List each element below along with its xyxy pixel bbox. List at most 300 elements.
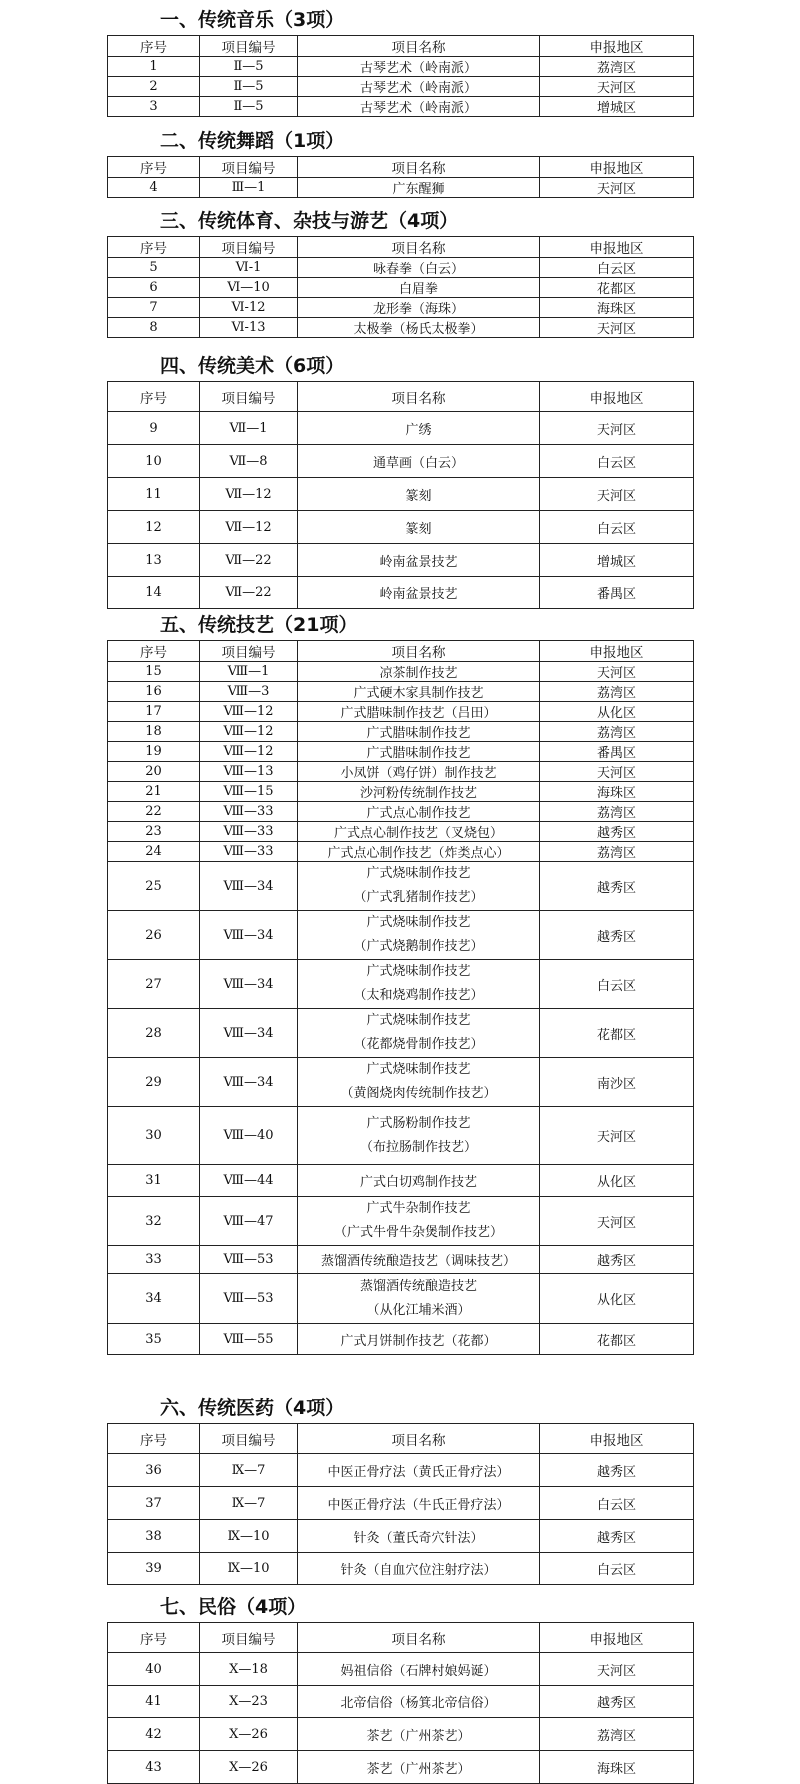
item-name-line: （布拉肠制作技艺） (359, 1139, 477, 1155)
col-code-cell: Ⅷ—34 (200, 1058, 298, 1107)
col-name-cell (298, 1454, 540, 1487)
col-name-cell (298, 960, 540, 1009)
item-name-line: 沙河粉传统制作技艺 (359, 786, 477, 801)
item-name-line: （广式烧鹅制作技艺） (353, 939, 484, 954)
table-row (108, 1520, 694, 1553)
header-col-serial: 序号 (108, 157, 200, 178)
col-code-cell: Ⅸ—7 (200, 1454, 298, 1487)
col-serial-cell: 15 (108, 662, 200, 682)
item-name-line: 小凤饼（鸡仔饼）制作技艺 (340, 766, 497, 781)
table-header-row (108, 237, 694, 258)
col-serial-cell: 38 (108, 1520, 200, 1553)
col-code-cell: Ⅷ—53 (200, 1246, 298, 1274)
item-name-line: 广式烧味制作技艺 (366, 1013, 471, 1028)
table-row (108, 1751, 694, 1784)
table-row (108, 802, 694, 822)
col-area-cell: 荔湾区 (540, 842, 694, 862)
header-col-area: 申报地区 (540, 157, 694, 178)
item-name-line: 岭南盆景技艺 (379, 587, 458, 602)
table-row (108, 1686, 694, 1718)
item-name-line: 中医正骨疗法（黄氏正骨疗法） (327, 1464, 510, 1480)
header-col-serial: 序号 (108, 1623, 200, 1653)
header-col-name: 项目名称 (298, 1424, 540, 1454)
col-code-cell: Ⅷ—44 (200, 1165, 298, 1197)
table-row (108, 478, 694, 511)
table-row (108, 57, 694, 77)
table-header-row (108, 1424, 694, 1454)
header-col-area: 申报地区 (540, 1424, 694, 1454)
col-area-cell: 白云区 (540, 511, 694, 544)
item-name-line: （广式牛骨牛杂煲制作技艺） (333, 1225, 503, 1240)
item-name-line: 广东醒狮 (392, 182, 445, 197)
col-code-cell: Ⅶ—8 (200, 445, 298, 478)
item-name-line: 广式烧味制作技艺 (366, 964, 471, 979)
section-title: 三、传统体育、杂技与游艺（4项） (160, 210, 459, 232)
table-row (108, 960, 694, 1009)
section-title: 一、传统音乐（3项） (160, 9, 345, 31)
col-code-cell: Ⅷ—53 (200, 1274, 298, 1324)
col-name-cell (298, 97, 540, 117)
item-name-line: 针灸（自血穴位注射疗法） (340, 1563, 497, 1578)
col-code-cell: Ⅵ—10 (200, 278, 298, 298)
header-col-area: 申报地区 (540, 641, 694, 662)
col-area-cell: 越秀区 (540, 862, 694, 911)
col-code-cell: Ⅷ—40 (200, 1107, 298, 1165)
col-serial-cell: 29 (108, 1058, 200, 1107)
col-name-cell (298, 1165, 540, 1197)
col-code-cell: Ⅷ—1 (200, 662, 298, 682)
col-area-cell: 越秀区 (540, 1246, 694, 1274)
item-name-line: 广式月饼制作技艺（花都） (340, 1333, 497, 1349)
col-area-cell: 天河区 (540, 762, 694, 782)
item-name-line: 茶艺（广州茶艺） (366, 1761, 471, 1777)
col-name-cell (298, 1751, 540, 1784)
col-name-cell (298, 1009, 540, 1058)
col-code-cell: Ⅹ—26 (200, 1751, 298, 1784)
col-code-cell: Ⅷ—55 (200, 1324, 298, 1355)
col-code-cell: Ⅲ—1 (200, 178, 298, 198)
col-area-cell: 越秀区 (540, 911, 694, 960)
col-area-cell: 南沙区 (540, 1058, 694, 1107)
heritage-table (107, 236, 694, 338)
col-area-cell: 白云区 (540, 445, 694, 478)
item-name-line: 广式硬木家具制作技艺 (353, 686, 484, 701)
item-name-line: 广式肠粉制作技艺 (366, 1115, 471, 1131)
col-name-cell (298, 822, 540, 842)
heritage-table (107, 640, 694, 1355)
col-name-cell (298, 318, 540, 338)
col-serial-cell: 39 (108, 1553, 200, 1585)
table-row (108, 258, 694, 278)
col-code-cell: Ⅱ—5 (200, 97, 298, 117)
item-name-line: 广式点心制作技艺（炸类点心） (327, 846, 510, 861)
col-area-cell: 天河区 (540, 178, 694, 198)
table-row (108, 702, 694, 722)
col-name-cell (298, 911, 540, 960)
item-name-line: 古琴艺术（岭南派） (359, 101, 477, 116)
heritage-table (107, 1423, 694, 1585)
col-name-cell (298, 178, 540, 198)
col-code-cell: Ⅵ-12 (200, 298, 298, 318)
col-area-cell: 白云区 (540, 1553, 694, 1585)
col-area-cell: 荔湾区 (540, 802, 694, 822)
col-code-cell: Ⅷ—34 (200, 911, 298, 960)
item-name-line: 广绣 (405, 422, 432, 438)
col-serial-cell: 24 (108, 842, 200, 862)
col-code-cell: Ⅹ—26 (200, 1718, 298, 1751)
table-row (108, 662, 694, 682)
col-serial-cell: 12 (108, 511, 200, 544)
col-area-cell: 从化区 (540, 1274, 694, 1324)
col-code-cell: Ⅷ—13 (200, 762, 298, 782)
table-row (108, 1324, 694, 1355)
heritage-table (107, 35, 694, 117)
table-row (108, 1197, 694, 1246)
header-col-serial: 序号 (108, 382, 200, 412)
col-serial-cell: 27 (108, 960, 200, 1009)
col-code-cell: Ⅶ—12 (200, 511, 298, 544)
header-col-area: 申报地区 (540, 36, 694, 57)
col-serial-cell: 41 (108, 1686, 200, 1718)
item-name-line: 蒸馏酒传统酿造技艺 (359, 1278, 477, 1294)
header-col-area: 申报地区 (540, 1623, 694, 1653)
table-row (108, 822, 694, 842)
item-name-line: 凉茶制作技艺 (379, 666, 458, 681)
col-serial-cell: 19 (108, 742, 200, 762)
header-col-area: 申报地区 (540, 382, 694, 412)
col-code-cell: Ⅷ—12 (200, 722, 298, 742)
header-col-code: 项目编号 (200, 237, 298, 258)
col-area-cell: 越秀区 (540, 822, 694, 842)
col-serial-cell: 3 (108, 97, 200, 117)
col-name-cell (298, 57, 540, 77)
col-area-cell: 番禺区 (540, 742, 694, 762)
col-code-cell: Ⅱ—5 (200, 57, 298, 77)
col-area-cell: 荔湾区 (540, 57, 694, 77)
col-serial-cell: 10 (108, 445, 200, 478)
col-code-cell: Ⅷ—34 (200, 862, 298, 911)
col-area-cell: 荔湾区 (540, 722, 694, 742)
col-name-cell (298, 1487, 540, 1520)
col-name-cell (298, 1274, 540, 1324)
col-name-cell (298, 258, 540, 278)
header-col-code: 项目编号 (200, 1424, 298, 1454)
col-area-cell: 荔湾区 (540, 1718, 694, 1751)
col-name-cell (298, 1718, 540, 1751)
table-row (108, 412, 694, 445)
section-title: 二、传统舞蹈（1项） (160, 130, 345, 152)
item-name-line: 妈祖信俗（石牌村娘妈诞） (340, 1663, 497, 1679)
col-area-cell: 越秀区 (540, 1520, 694, 1553)
item-name-line: 针灸（董氏奇穴针法） (353, 1530, 484, 1546)
table-header-row (108, 1623, 694, 1653)
table-row (108, 762, 694, 782)
col-area-cell: 越秀区 (540, 1454, 694, 1487)
col-name-cell (298, 702, 540, 722)
col-code-cell: Ⅷ—12 (200, 742, 298, 762)
col-name-cell (298, 298, 540, 318)
col-name-cell (298, 762, 540, 782)
col-name-cell (298, 577, 540, 609)
col-serial-cell: 36 (108, 1454, 200, 1487)
item-name-line: 广式腊味制作技艺 (366, 746, 471, 761)
col-serial-cell: 32 (108, 1197, 200, 1246)
header-col-area: 申报地区 (540, 237, 694, 258)
col-name-cell (298, 842, 540, 862)
header-col-code: 项目编号 (200, 36, 298, 57)
item-name-line: （太和烧鸡制作技艺） (353, 988, 484, 1003)
col-serial-cell: 26 (108, 911, 200, 960)
col-name-cell (298, 511, 540, 544)
col-code-cell: Ⅹ—23 (200, 1686, 298, 1718)
col-area-cell: 天河区 (540, 478, 694, 511)
item-name-line: 广式烧味制作技艺 (366, 915, 471, 930)
col-area-cell: 越秀区 (540, 1686, 694, 1718)
table-row (108, 782, 694, 802)
col-serial-cell: 40 (108, 1653, 200, 1686)
item-name-line: 通草画（白云） (372, 455, 464, 471)
table-header-row (108, 36, 694, 57)
col-name-cell (298, 412, 540, 445)
col-area-cell: 海珠区 (540, 1751, 694, 1784)
col-serial-cell: 7 (108, 298, 200, 318)
table-row (108, 1718, 694, 1751)
col-serial-cell: 23 (108, 822, 200, 842)
col-name-cell (298, 1653, 540, 1686)
col-serial-cell: 14 (108, 577, 200, 609)
col-serial-cell: 28 (108, 1009, 200, 1058)
table-row (108, 298, 694, 318)
item-name-line: 蒸馏酒传统酿造技艺（调味技艺） (320, 1254, 516, 1269)
item-name-line: 广式牛杂制作技艺 (366, 1201, 471, 1216)
col-serial-cell: 18 (108, 722, 200, 742)
col-area-cell: 海珠区 (540, 298, 694, 318)
col-name-cell (298, 445, 540, 478)
col-name-cell (298, 722, 540, 742)
col-serial-cell: 5 (108, 258, 200, 278)
col-area-cell: 从化区 (540, 1165, 694, 1197)
col-serial-cell: 1 (108, 57, 200, 77)
col-name-cell (298, 1246, 540, 1274)
table-row (108, 77, 694, 97)
col-code-cell: Ⅹ—18 (200, 1653, 298, 1686)
item-name-line: 广式腊味制作技艺（吕田） (340, 706, 497, 721)
col-area-cell: 天河区 (540, 1197, 694, 1246)
col-area-cell: 天河区 (540, 318, 694, 338)
col-name-cell (298, 1058, 540, 1107)
col-serial-cell: 9 (108, 412, 200, 445)
item-name-line: （花都烧骨制作技艺） (353, 1037, 484, 1052)
header-col-name: 项目名称 (298, 157, 540, 178)
item-name-line: 古琴艺术（岭南派） (359, 61, 477, 76)
header-col-serial: 序号 (108, 1424, 200, 1454)
table-row (108, 1653, 694, 1686)
heritage-table (107, 156, 694, 198)
header-col-name: 项目名称 (298, 1623, 540, 1653)
table-row (108, 742, 694, 762)
col-name-cell (298, 1520, 540, 1553)
col-name-cell (298, 1686, 540, 1718)
item-name-line: 广式烧味制作技艺 (366, 866, 471, 881)
col-name-cell (298, 742, 540, 762)
col-code-cell: Ⅷ—34 (200, 1009, 298, 1058)
table-header-row (108, 157, 694, 178)
col-area-cell: 白云区 (540, 960, 694, 1009)
item-name-line: 中医正骨疗法（牛氏正骨疗法） (327, 1497, 510, 1513)
table-row (108, 1058, 694, 1107)
col-code-cell: Ⅷ—33 (200, 842, 298, 862)
item-name-line: 太极拳（杨氏太极拳） (353, 322, 484, 337)
item-name-line: 龙形拳（海珠） (372, 302, 464, 317)
item-name-line: 广式点心制作技艺 (366, 806, 471, 821)
col-serial-cell: 4 (108, 178, 200, 198)
col-serial-cell: 31 (108, 1165, 200, 1197)
table-row (108, 577, 694, 609)
table-row (108, 1246, 694, 1274)
col-serial-cell: 6 (108, 278, 200, 298)
header-col-code: 项目编号 (200, 382, 298, 412)
col-code-cell: Ⅱ—5 (200, 77, 298, 97)
col-name-cell (298, 544, 540, 577)
col-serial-cell: 30 (108, 1107, 200, 1165)
col-area-cell: 荔湾区 (540, 682, 694, 702)
col-name-cell (298, 77, 540, 97)
table-row (108, 842, 694, 862)
col-code-cell: Ⅷ—15 (200, 782, 298, 802)
table-row (108, 862, 694, 911)
item-name-line: 岭南盆景技艺 (379, 554, 458, 570)
col-area-cell: 天河区 (540, 662, 694, 682)
header-col-code: 项目编号 (200, 641, 298, 662)
col-area-cell: 从化区 (540, 702, 694, 722)
col-name-cell (298, 782, 540, 802)
section-title: 五、传统技艺（21项） (160, 614, 358, 636)
table-row (108, 682, 694, 702)
col-name-cell (298, 478, 540, 511)
col-code-cell: Ⅶ—22 (200, 544, 298, 577)
table-row (108, 1165, 694, 1197)
col-area-cell: 天河区 (540, 77, 694, 97)
table-row (108, 1487, 694, 1520)
col-serial-cell: 16 (108, 682, 200, 702)
col-name-cell (298, 1324, 540, 1355)
table-row (108, 722, 694, 742)
col-area-cell: 天河区 (540, 1653, 694, 1686)
col-name-cell (298, 1197, 540, 1246)
col-serial-cell: 33 (108, 1246, 200, 1274)
section-title: 四、传统美术（6项） (160, 355, 345, 377)
heritage-table (107, 381, 694, 609)
header-col-name: 项目名称 (298, 641, 540, 662)
col-serial-cell: 8 (108, 318, 200, 338)
table-row (108, 544, 694, 577)
item-name-line: 古琴艺术（岭南派） (359, 81, 477, 96)
item-name-line: 北帝信俗（杨箕北帝信俗） (340, 1696, 497, 1711)
col-area-cell: 白云区 (540, 258, 694, 278)
col-area-cell: 天河区 (540, 1107, 694, 1165)
table-row (108, 1274, 694, 1324)
col-area-cell: 花都区 (540, 278, 694, 298)
header-col-code: 项目编号 (200, 157, 298, 178)
col-serial-cell: 37 (108, 1487, 200, 1520)
table-header-row (108, 641, 694, 662)
table-header-row (108, 382, 694, 412)
section-title: 六、传统医药（4项） (160, 1397, 345, 1419)
heritage-table (107, 1622, 694, 1784)
col-name-cell (298, 1553, 540, 1585)
col-serial-cell: 13 (108, 544, 200, 577)
col-code-cell: Ⅸ—10 (200, 1520, 298, 1553)
header-col-name: 项目名称 (298, 382, 540, 412)
col-area-cell: 花都区 (540, 1009, 694, 1058)
table-row (108, 1107, 694, 1165)
table-row (108, 1553, 694, 1585)
item-name-line: （黄阁烧肉传统制作技艺） (340, 1086, 497, 1101)
col-area-cell: 天河区 (540, 412, 694, 445)
table-row (108, 278, 694, 298)
col-code-cell: Ⅸ—10 (200, 1553, 298, 1585)
col-serial-cell: 35 (108, 1324, 200, 1355)
header-col-name: 项目名称 (298, 237, 540, 258)
header-col-name: 项目名称 (298, 36, 540, 57)
col-code-cell: Ⅶ—1 (200, 412, 298, 445)
table-row (108, 1454, 694, 1487)
item-name-line: （广式乳猪制作技艺） (353, 890, 484, 905)
col-code-cell: Ⅶ—12 (200, 478, 298, 511)
item-name-line: 篆刻 (405, 521, 432, 537)
header-col-code: 项目编号 (200, 1623, 298, 1653)
header-col-serial: 序号 (108, 237, 200, 258)
item-name-line: 咏春拳（白云） (372, 262, 464, 277)
table-row (108, 178, 694, 198)
col-serial-cell: 22 (108, 802, 200, 822)
item-name-line: 茶艺（广州茶艺） (366, 1728, 471, 1744)
col-name-cell (298, 802, 540, 822)
header-col-serial: 序号 (108, 36, 200, 57)
col-code-cell: Ⅷ—33 (200, 822, 298, 842)
item-name-line: 白眉拳 (398, 282, 438, 297)
col-area-cell: 花都区 (540, 1324, 694, 1355)
col-area-cell: 增城区 (540, 97, 694, 117)
table-row (108, 318, 694, 338)
col-serial-cell: 11 (108, 478, 200, 511)
header-col-serial: 序号 (108, 641, 200, 662)
item-name-line: （从化江埔米酒） (366, 1302, 471, 1318)
item-name-line: 篆刻 (405, 488, 432, 504)
col-code-cell: Ⅷ—34 (200, 960, 298, 1009)
item-name-line: 广式烧味制作技艺 (366, 1062, 471, 1077)
col-code-cell: Ⅷ—47 (200, 1197, 298, 1246)
col-code-cell: Ⅶ—22 (200, 577, 298, 609)
col-serial-cell: 20 (108, 762, 200, 782)
col-serial-cell: 42 (108, 1718, 200, 1751)
table-row (108, 445, 694, 478)
col-serial-cell: 21 (108, 782, 200, 802)
table-row (108, 911, 694, 960)
table-row (108, 97, 694, 117)
col-name-cell (298, 662, 540, 682)
col-name-cell (298, 862, 540, 911)
item-name-line: 广式白切鸡制作技艺 (359, 1175, 477, 1190)
col-area-cell: 白云区 (540, 1487, 694, 1520)
col-serial-cell: 34 (108, 1274, 200, 1324)
col-name-cell (298, 278, 540, 298)
col-name-cell (298, 682, 540, 702)
col-area-cell: 增城区 (540, 544, 694, 577)
col-code-cell: Ⅵ-13 (200, 318, 298, 338)
col-code-cell: Ⅷ—33 (200, 802, 298, 822)
table-row (108, 511, 694, 544)
